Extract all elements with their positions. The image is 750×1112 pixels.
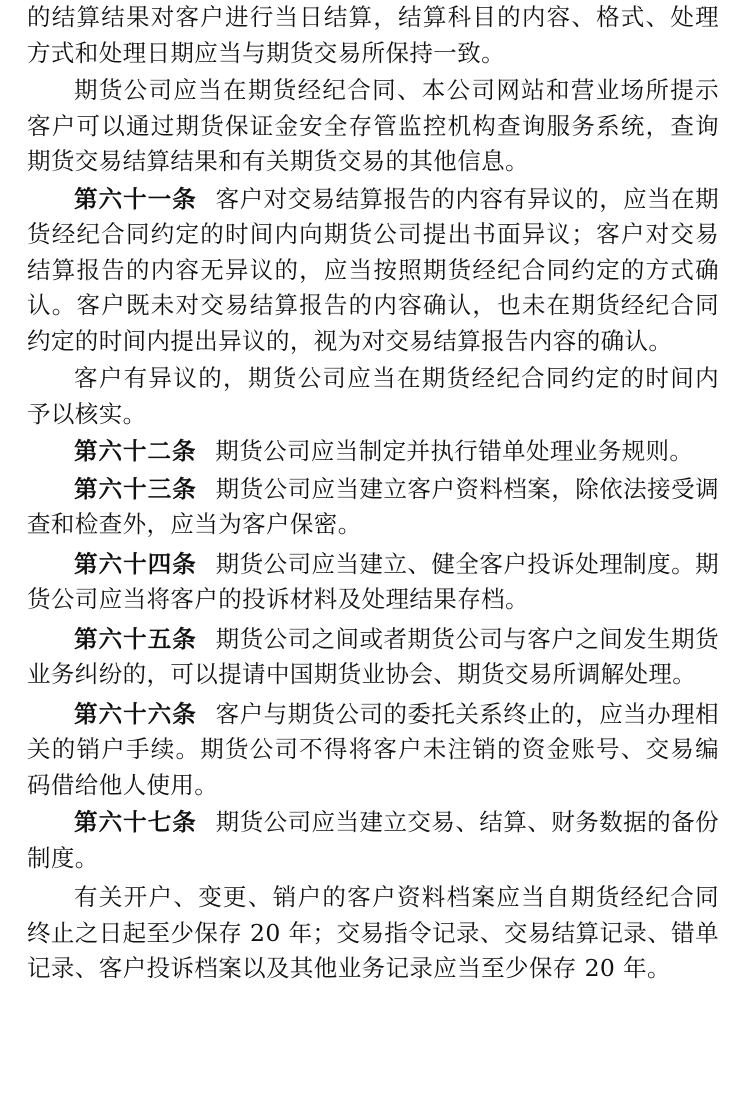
- article-63: [27, 472, 719, 543]
- article-heading: 第六十六条: [74, 699, 197, 728]
- article-62: [27, 434, 719, 470]
- paragraph-query-notice: [27, 73, 719, 180]
- paragraph-text: 期货公司应当建立交易、结算、财务数据的备份制度。: [27, 808, 719, 872]
- paragraph-text: 客户对交易结算报告的内容有异议的，应当在期货经纪合同约定的时间内向期货公司提出书面异议；客户对交易结算报告的内容无异议的，应当按照期货经纪合同约定的方式确认。客户既未对交易结算报告的内容确认，也未在期货经纪合同约定的时间内提出异议的，视为对交易结算报告内容的确认。: [27, 184, 719, 355]
- paragraph-text: 的结算结果对客户进行当日结算，结算科目的内容、格式、处理方式和处理日期应当与期货交易所保持一致。: [27, 3, 719, 67]
- paragraph-retention-period: [27, 880, 719, 987]
- article-heading: 第六十二条: [74, 437, 197, 465]
- article-heading: 第六十一条: [74, 184, 197, 213]
- paragraph-text: 客户有异议的，期货公司应当在期货经纪合同约定的时间内予以核实。: [27, 364, 719, 428]
- paragraph-text: 期货公司应当制定并执行错单处理业务规则。: [215, 437, 694, 465]
- article-66: [27, 697, 719, 804]
- article-65: [27, 622, 719, 693]
- article-heading: 第六十四条: [74, 549, 197, 578]
- paragraph-text: 期货公司应当建立、健全客户投诉处理制度。期货公司应当将客户的投诉材料及处理结果存档。: [27, 549, 719, 613]
- article-heading: 第六十三条: [74, 474, 197, 503]
- article-61: [27, 182, 719, 360]
- paragraph-text: 期货公司应当建立客户资料档案，除依法接受调查和检查外，应当为客户保密。: [27, 474, 719, 538]
- paragraph-text: 期货公司之间或者期货公司与客户之间发生期货业务纠纷的，可以提请中国期货业协会、期货交易所调解处理。: [27, 624, 719, 688]
- paragraph-text: 有关开户、变更、销户的客户资料档案应当自期货经纪合同终止之日起至少保存 20 年；交易指令记录、交易结算记录、错单记录、客户投诉档案以及其他业务记录应当至少保存 20 年。: [27, 883, 719, 982]
- paragraph-text: 期货公司应当在期货经纪合同、本公司网站和营业场所提示客户可以通过期货保证金安全存管监控机构查询服务系统，查询期货交易结算结果和有关期货交易的其他信息。: [27, 76, 719, 175]
- article-heading: 第六十五条: [74, 624, 197, 653]
- paragraph-settlement-continued: [27, 0, 719, 71]
- paragraph-objection-verify: [27, 361, 719, 432]
- article-67: [27, 805, 719, 876]
- document-page: [27, 0, 719, 987]
- article-64: [27, 547, 719, 618]
- article-heading: 第六十七条: [74, 808, 197, 836]
- paragraph-text: 客户与期货公司的委托关系终止的，应当办理相关的销户手续。期货公司不得将客户未注销的资金账号、交易编码借给他人使用。: [27, 699, 719, 799]
